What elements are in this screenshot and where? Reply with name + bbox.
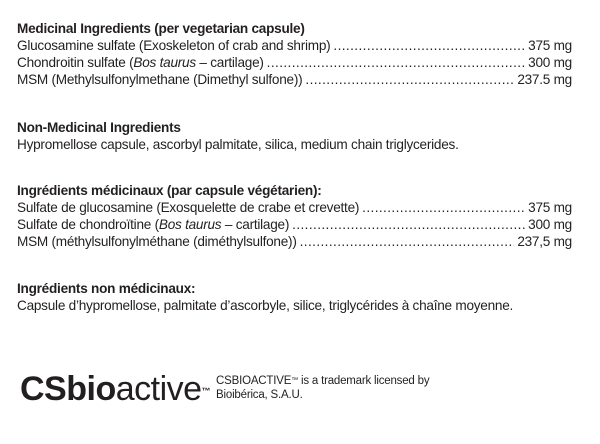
ingredient-quantity: 375 mg — [528, 38, 572, 53]
leader-dots — [333, 37, 525, 54]
nonmedicinal-text: Capsule d’hypromellose, palmitate d’ascorbyle, silice, triglycérides à chaîne moyenne. — [17, 298, 514, 313]
leader-dots — [292, 216, 525, 233]
brand-footer — [20, 371, 429, 407]
nonmedicinal-ingredients-fr — [17, 280, 572, 314]
ingredient-quantity: 375 mg — [528, 200, 572, 215]
ingredient-quantity: 237.5 mg — [517, 72, 572, 87]
trademark-notice: CSBIOACTIVE™ is a trademark licensed by Bioibérica, S.A.U. — [216, 375, 430, 401]
ingredient-row — [17, 216, 572, 233]
ingredient-row — [17, 37, 572, 54]
leader-dots — [267, 54, 525, 71]
nonmedicinal-text: Hypromellose capsule, ascorbyl palmitate, silica, medium chain triglycerides. — [17, 137, 459, 152]
nonmedicinal-ingredients-en — [17, 119, 572, 153]
ingredient-row — [17, 233, 572, 250]
ingredient-quantity: 237,5 mg — [517, 234, 572, 249]
ingredient-name: MSM (Methylsulfonylmethane (Dimethyl sulfone)) — [17, 72, 303, 87]
section-heading: Ingrédients médicinaux (par capsule végétarien): — [17, 183, 322, 198]
ingredient-quantity: 300 mg — [528, 55, 572, 70]
ingredient-name: Glucosamine sulfate (Exoskeleton of crab and shrimp) — [17, 38, 331, 53]
ingredient-name: Chondroitin sulfate (Bos taurus – cartilage) — [17, 55, 264, 70]
ingredient-name: Sulfate de chondroïtine (Bos taurus – cartilage) — [17, 217, 290, 232]
leader-dots — [305, 71, 514, 88]
section-heading: Ingrédients non médicinaux: — [17, 281, 196, 296]
leader-dots — [300, 233, 515, 250]
leader-dots — [362, 199, 525, 216]
csbioactive-logo: CSbioactive™ — [20, 370, 211, 408]
ingredient-row — [17, 199, 572, 216]
section-heading: Non-Medicinal Ingredients — [17, 120, 181, 135]
section-heading: Medicinal Ingredients (per vegetarian capsule) — [17, 21, 305, 36]
ingredient-row — [17, 71, 572, 88]
medicinal-ingredients-fr — [17, 182, 572, 250]
ingredient-name: MSM (méthylsulfonylméthane (diméthylsulfone)) — [17, 234, 297, 249]
ingredient-name: Sulfate de glucosamine (Exosquelette de crabe et crevette) — [17, 200, 360, 215]
medicinal-ingredients-en — [17, 20, 572, 88]
ingredient-quantity: 300 mg — [528, 217, 572, 232]
ingredient-row — [17, 54, 572, 71]
